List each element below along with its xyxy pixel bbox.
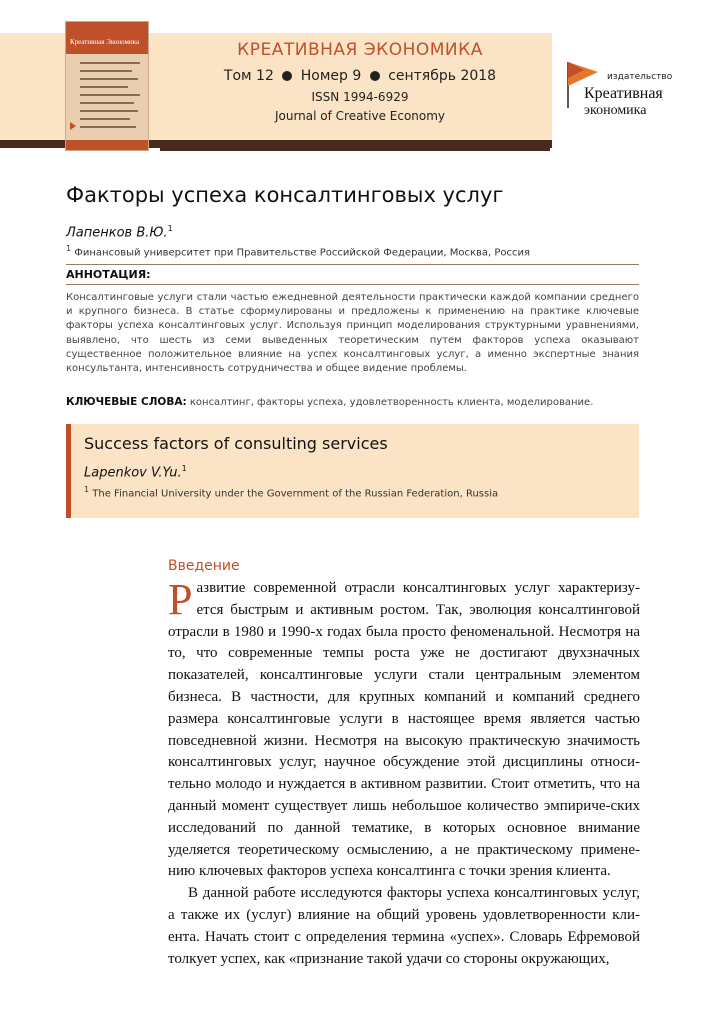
cover-bottom-band	[66, 140, 148, 150]
cover-text-line	[80, 62, 140, 64]
divider	[66, 284, 639, 285]
journal-header	[200, 40, 520, 123]
cover-text-line	[80, 102, 134, 104]
divider	[66, 264, 639, 265]
publisher-logo	[552, 25, 709, 150]
bullet-icon	[370, 71, 380, 81]
cover-flag-icon	[70, 122, 76, 130]
drop-cap: Р	[168, 575, 193, 624]
cover-text-line	[80, 94, 140, 96]
cover-text-line	[80, 70, 132, 72]
cover-text-line	[80, 118, 130, 120]
paragraph: Развитие современной отрасли консалтинговых услуг характеризу-ется быстрым и активным ростом. Так, эволюция консалтинговой отрасли в 1980 и 1990-х годах была просто феноменальной. Несмотря на то, что современные темпы роста уже не достигают двухзначных показателей, консалтинговые услуги стали центральным элементом бизнеса. В частности, для крупных компаний и компаний среднего размера консалтинговые услуги в настоящее время является частью повседневной жизни. Несмотря на высокую практическую значимость консалтинговых услуг, научное обсуждение этой дисциплины относи-тельно молодо и нуждается в активном развитии. Стоит отметить, что на данный момент существует лишь небольшое количество эмпириче-ских исследований по данной тематике, в которых основное внимание уделяется теоретическому осмыслению, а не практическому примене-нию ключевых факторов успеха консалтинга с точки зрения клиента.	[168, 575, 640, 880]
english-author: Lapenkov V.Yu.$^1$	[84, 464, 187, 481]
abstract-heading: АННОТАЦИЯ:	[66, 268, 151, 281]
paragraph: В данной работе исследуются факторы успеха консалтинговых услуг, а также их (услуг) влияние на общий уровень удовлетворенности кли-ента. Начать стоит с определения термина «успех». Словарь Ефремовой толкует успех, как «признание такой удачи со стороны окружающих,	[168, 885, 640, 967]
issue-info	[200, 68, 520, 84]
english-title: Success factors of consulting services	[84, 434, 388, 453]
abstract-text: Консалтинговые услуги стали частью ежедневной деятельности практически каждой компании среднего и крупного бизнеса. В статье сформулированы и предложены к применению на практике ключевые факторы успеха консалтинговых услуг. Используя принцип моделирования структурными уравнениями, выявлено, что шесть из семи выведенных теоретическим путем факторов успеха оказывают существенное положительное влияние на успех консалтинговых услуг, а именно экспертные знания консультанта, интенсивность сотрудничества и общее видение проблемы.	[66, 292, 639, 375]
cover-text-line	[80, 110, 138, 112]
cover-text-line	[80, 86, 128, 88]
article-affiliation: $^1$ Финансовый университет при Правительстве Российской Федерации, Москва, Россия	[66, 244, 531, 259]
cover-text-line	[80, 78, 138, 80]
cover-text-line	[80, 126, 136, 128]
article-title: Факторы успеха консалтинговых услуг	[66, 183, 504, 207]
body-text	[168, 575, 640, 970]
english-summary-box	[66, 424, 639, 518]
article-author: Лапенков В.Ю.$^1$	[66, 224, 173, 241]
number: Номер 9	[300, 68, 362, 84]
journal-name: КРЕАТИВНАЯ ЭКОНОМИКА	[237, 40, 483, 60]
keywords-list: консалтинг, факторы успеха, удовлетворенность клиента, моделирование.	[186, 397, 594, 408]
journal-cover-thumbnail	[66, 22, 148, 150]
keywords-heading: КЛЮЧЕВЫЕ СЛОВА:	[66, 396, 187, 408]
english-affiliation: $^1$ The Financial University under the Government of the Russian Federation, Russia	[84, 485, 499, 500]
bullet-icon	[282, 71, 292, 81]
cover-title: Креативная Экономика	[70, 38, 140, 46]
publisher-label: издательство	[607, 72, 673, 82]
publisher-name-line1: Креативная	[584, 85, 663, 102]
volume: Том 12	[223, 68, 274, 84]
journal-name-en: Journal of Creative Economy	[274, 109, 446, 123]
issn: ISSN 1994-6929	[311, 90, 409, 104]
publisher-name-line2: экономика	[584, 103, 647, 118]
section-heading: Введение	[168, 558, 240, 574]
header-divider-secondary	[160, 148, 550, 151]
issue-date: сентябрь 2018	[388, 68, 497, 84]
keywords	[66, 396, 639, 408]
